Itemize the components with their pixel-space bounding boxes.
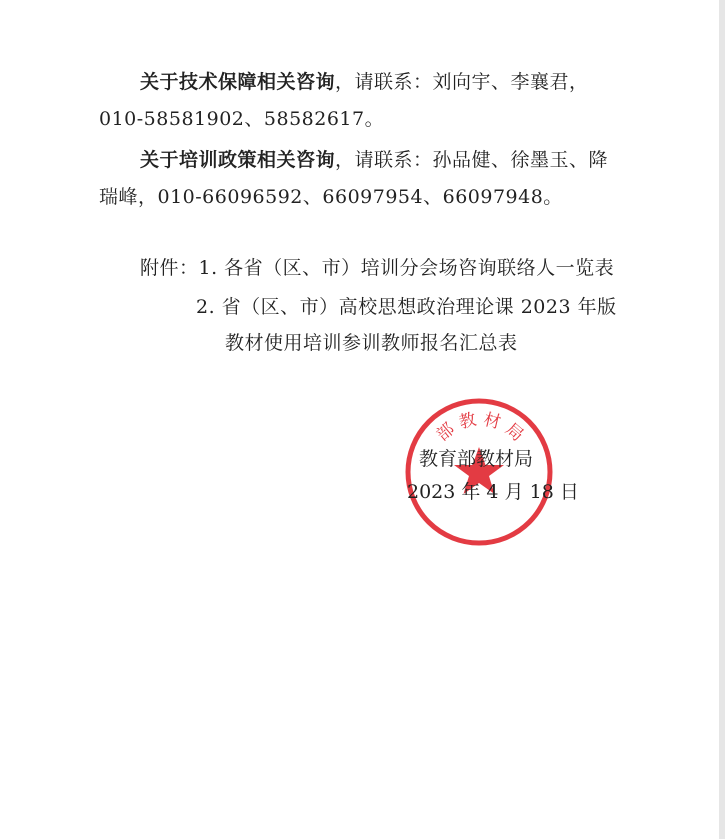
tech-contact-line (140, 70, 589, 94)
policy-contact-continuation: 瑞峰，010-66096592、66097954、66097948。 (99, 186, 563, 208)
seal-text: 部 教 材 局 (432, 409, 528, 446)
policy-contact-heading: 关于培训政策相关咨询 (140, 149, 336, 171)
tech-contact-heading: 关于技术保障相关咨询 (140, 71, 336, 93)
official-seal (402, 395, 557, 550)
policy-contact-text: ，请联系：孙品健、徐墨玉、降 (335, 149, 609, 171)
page-edge (719, 0, 725, 839)
attachment-item-1: 1. 各省（区、市）培训分会场咨询联络人一览表 (198, 257, 615, 279)
attachment-item-2-continuation: 教材使用培训参训教师报名汇总表 (225, 332, 518, 354)
issuer-name: 教育部教材局 (419, 448, 534, 470)
issue-date: 2023 年 4 月 18 日 (407, 481, 579, 503)
attachment-line-1 (140, 256, 614, 280)
tech-contact-phones: 010-58581902、58582617。 (99, 108, 385, 130)
attachment-item-2: 2. 省（区、市）高校思想政治理论课 2023 年版 (196, 296, 617, 318)
tech-contact-text: ，请联系：刘向宇、李襄君， (335, 71, 589, 93)
attachment-label: 附件： (140, 257, 199, 279)
policy-contact-line (140, 148, 608, 172)
